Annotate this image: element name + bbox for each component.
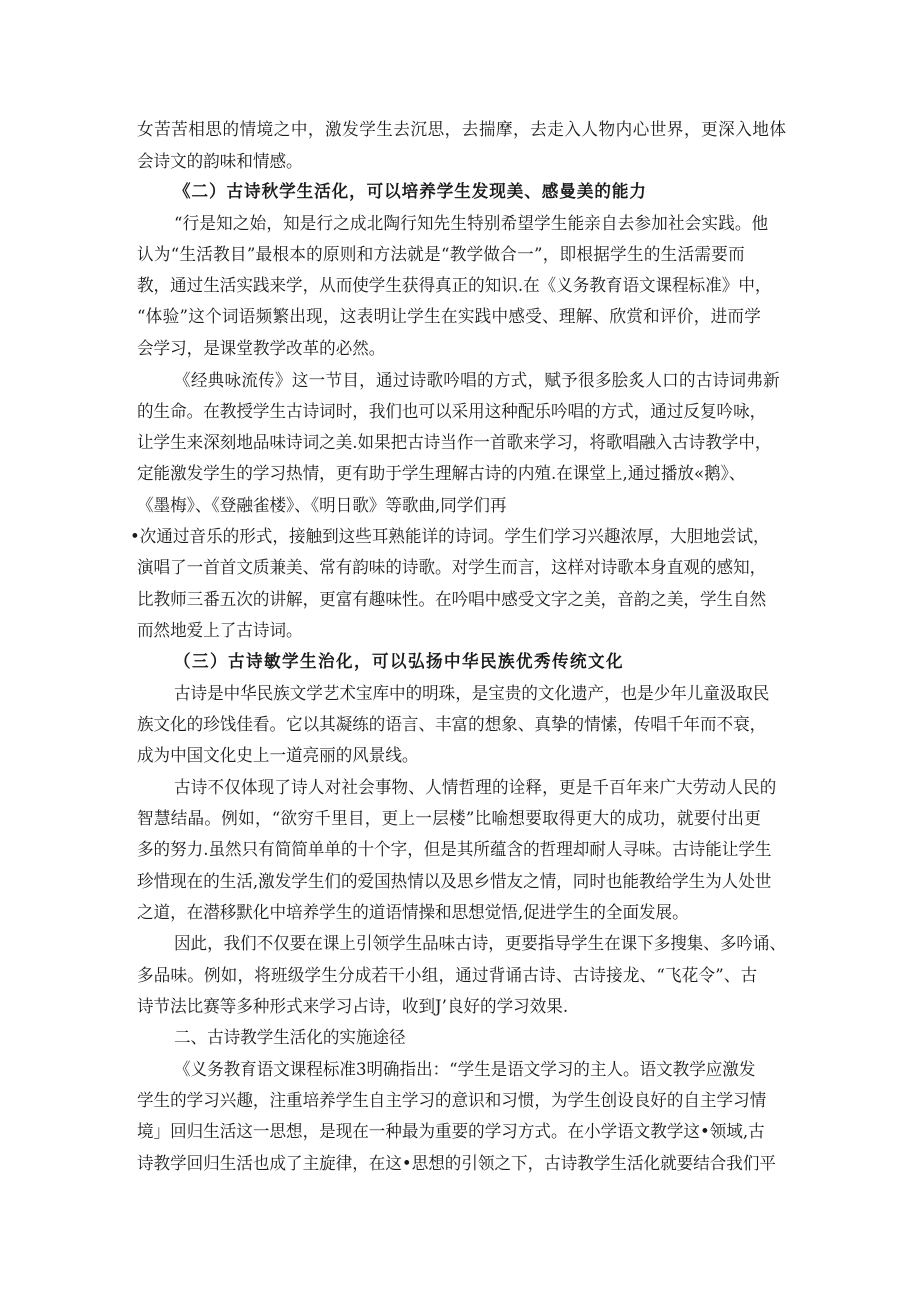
text-line: 古诗不仅体现了诗人对社会事物、人情哲理的诠释，更是千百年来广大劳动人民的 xyxy=(174,778,777,798)
text-line: 定能激发学生的学习热情，更有助于学生理解古诗的内殖.在课堂上,通过播放«鹅》、 xyxy=(137,464,746,484)
text-line: 多的努力.虽然只有简简单单的十个字，但是其所蕴含的哲理却耐人寻味。古诗能让学生 xyxy=(137,840,772,860)
text-line: 的生命。在教授学生古诗词时，我们也可以采用这种配乐吟唱的方式，通过反复吟咏， xyxy=(137,402,767,422)
text-line: 会学习，是课堂教学改革的必然。 xyxy=(137,339,386,359)
text-line: 珍惜现在的生活,激发学生们的爱国热情以及思乡惜友之情，同时也能教给学生为人处世 xyxy=(137,872,772,892)
text-line: 学生的学习兴趣，注重培养学生自主学习的意识和习惯，为学生创设良好的自主学习情 xyxy=(137,1091,767,1111)
text-line: 认为“生活教目”最根本的原则和方法就是“教学做合一”，即根据学生的生活需要而 xyxy=(137,245,745,265)
text-line: “体验”这个词语频繁出现，这表明让学生在实践中感受、理解、欣赏和评价，进而学 xyxy=(137,307,762,327)
text-line: 演唱了一首首文质兼美、常有韵味的诗歌。对学生而言，这样对诗歌本身直观的感知， xyxy=(137,558,767,578)
text-line: •次通过音乐的形式，接触到这些耳熟能详的诗词。学生们学习兴趣浓厚，大胆地尝试， xyxy=(130,527,770,547)
text-line: 智慧结晶。例如，“欲穷千里目，更上一层楼”比喻想要取得更大的成功，就要付出更 xyxy=(137,809,762,829)
text-line: 女苦苦相思的情境之中，激发学生去沉思，去揣摩，去走入人物内心世界，更深入地体 xyxy=(137,120,787,140)
section-heading: 二、古诗教学生活化的实施途径 xyxy=(174,1028,406,1048)
section-heading: （三）古诗敏学生治化，可以弘扬中华民族优秀传统文化 xyxy=(174,652,625,672)
section-heading: 《二）古诗秋学生活化，可以培养学生发现美、感曼美的能力 xyxy=(174,182,647,202)
text-line: 《墨梅》、《登融雀楼》、《明日歌》等歌曲,同学们再 xyxy=(137,496,507,516)
text-line: 因此，我们不仅要在课上引领学生品味古诗，更要指导学生在课下多搜集、多吟诵、 xyxy=(174,934,787,954)
text-line: 教，通过生活实践来学，从而使学生获得真正的知识.在《义务教育语文课程标准》中， xyxy=(137,276,772,296)
text-line: 之道，在潜移默化中培养学生的道语情操和思想觉悟,促进学生的全面发展。 xyxy=(137,903,689,923)
text-line: 古诗是中华民族文学艺术宝库中的明珠，是宝贵的文化遗产，也是少年儿童汲取民 xyxy=(174,684,770,704)
text-line: 《经典咏流传》这一节目，通过诗歌吟唱的方式，赋予很多脍炙人口的古诗词弗新 xyxy=(174,371,780,391)
text-line: 多品味。例如，将班级学生分成若干小组，通过背诵古诗、古诗接龙、“飞花令”、古 xyxy=(137,966,758,986)
text-line: 会诗文的韵味和情感。 xyxy=(137,152,303,172)
text-line: “行是知之始，知是行之成北陶行知先生特别希望学生能亲自去参加社会实践。他 xyxy=(174,214,769,234)
text-line: 《义务教育语文课程标准3明确指出：“学生是语文学习的主人。语文教学应激发 xyxy=(174,1060,756,1080)
text-line: 族文化的珍饯佳看。它以其凝练的语言、丰富的想象、真挚的情愫，传唱千年而不衰， xyxy=(137,715,767,735)
text-line: 比教师三番五次的讲解，更富有趣味性。在吟唱中感受文字之美，音韵之美，学生自然 xyxy=(137,590,767,610)
text-line: 成为中国文化史上一道亮丽的风景线。 xyxy=(137,746,419,766)
text-line: 而然地爱上了古诗词。 xyxy=(137,621,303,641)
text-line: 让学生来深刻地品味诗词之美.如果把古诗当作一首歌来学习，将歌唱融入古诗教学中， xyxy=(137,433,772,453)
text-line: 境」回归生活这一思想，是现在一种最为重要的学习方式。在小学语文教学这•领域,古 xyxy=(137,1122,765,1142)
text-line: 诗教学回归生活也成了主旋律，在这•思想的引领之下，古诗教学生活化就要结合我们平 xyxy=(137,1154,776,1174)
text-line: 诗节法比赛等多种形式来学习占诗，收到J’良好的学习效果. xyxy=(137,997,569,1017)
